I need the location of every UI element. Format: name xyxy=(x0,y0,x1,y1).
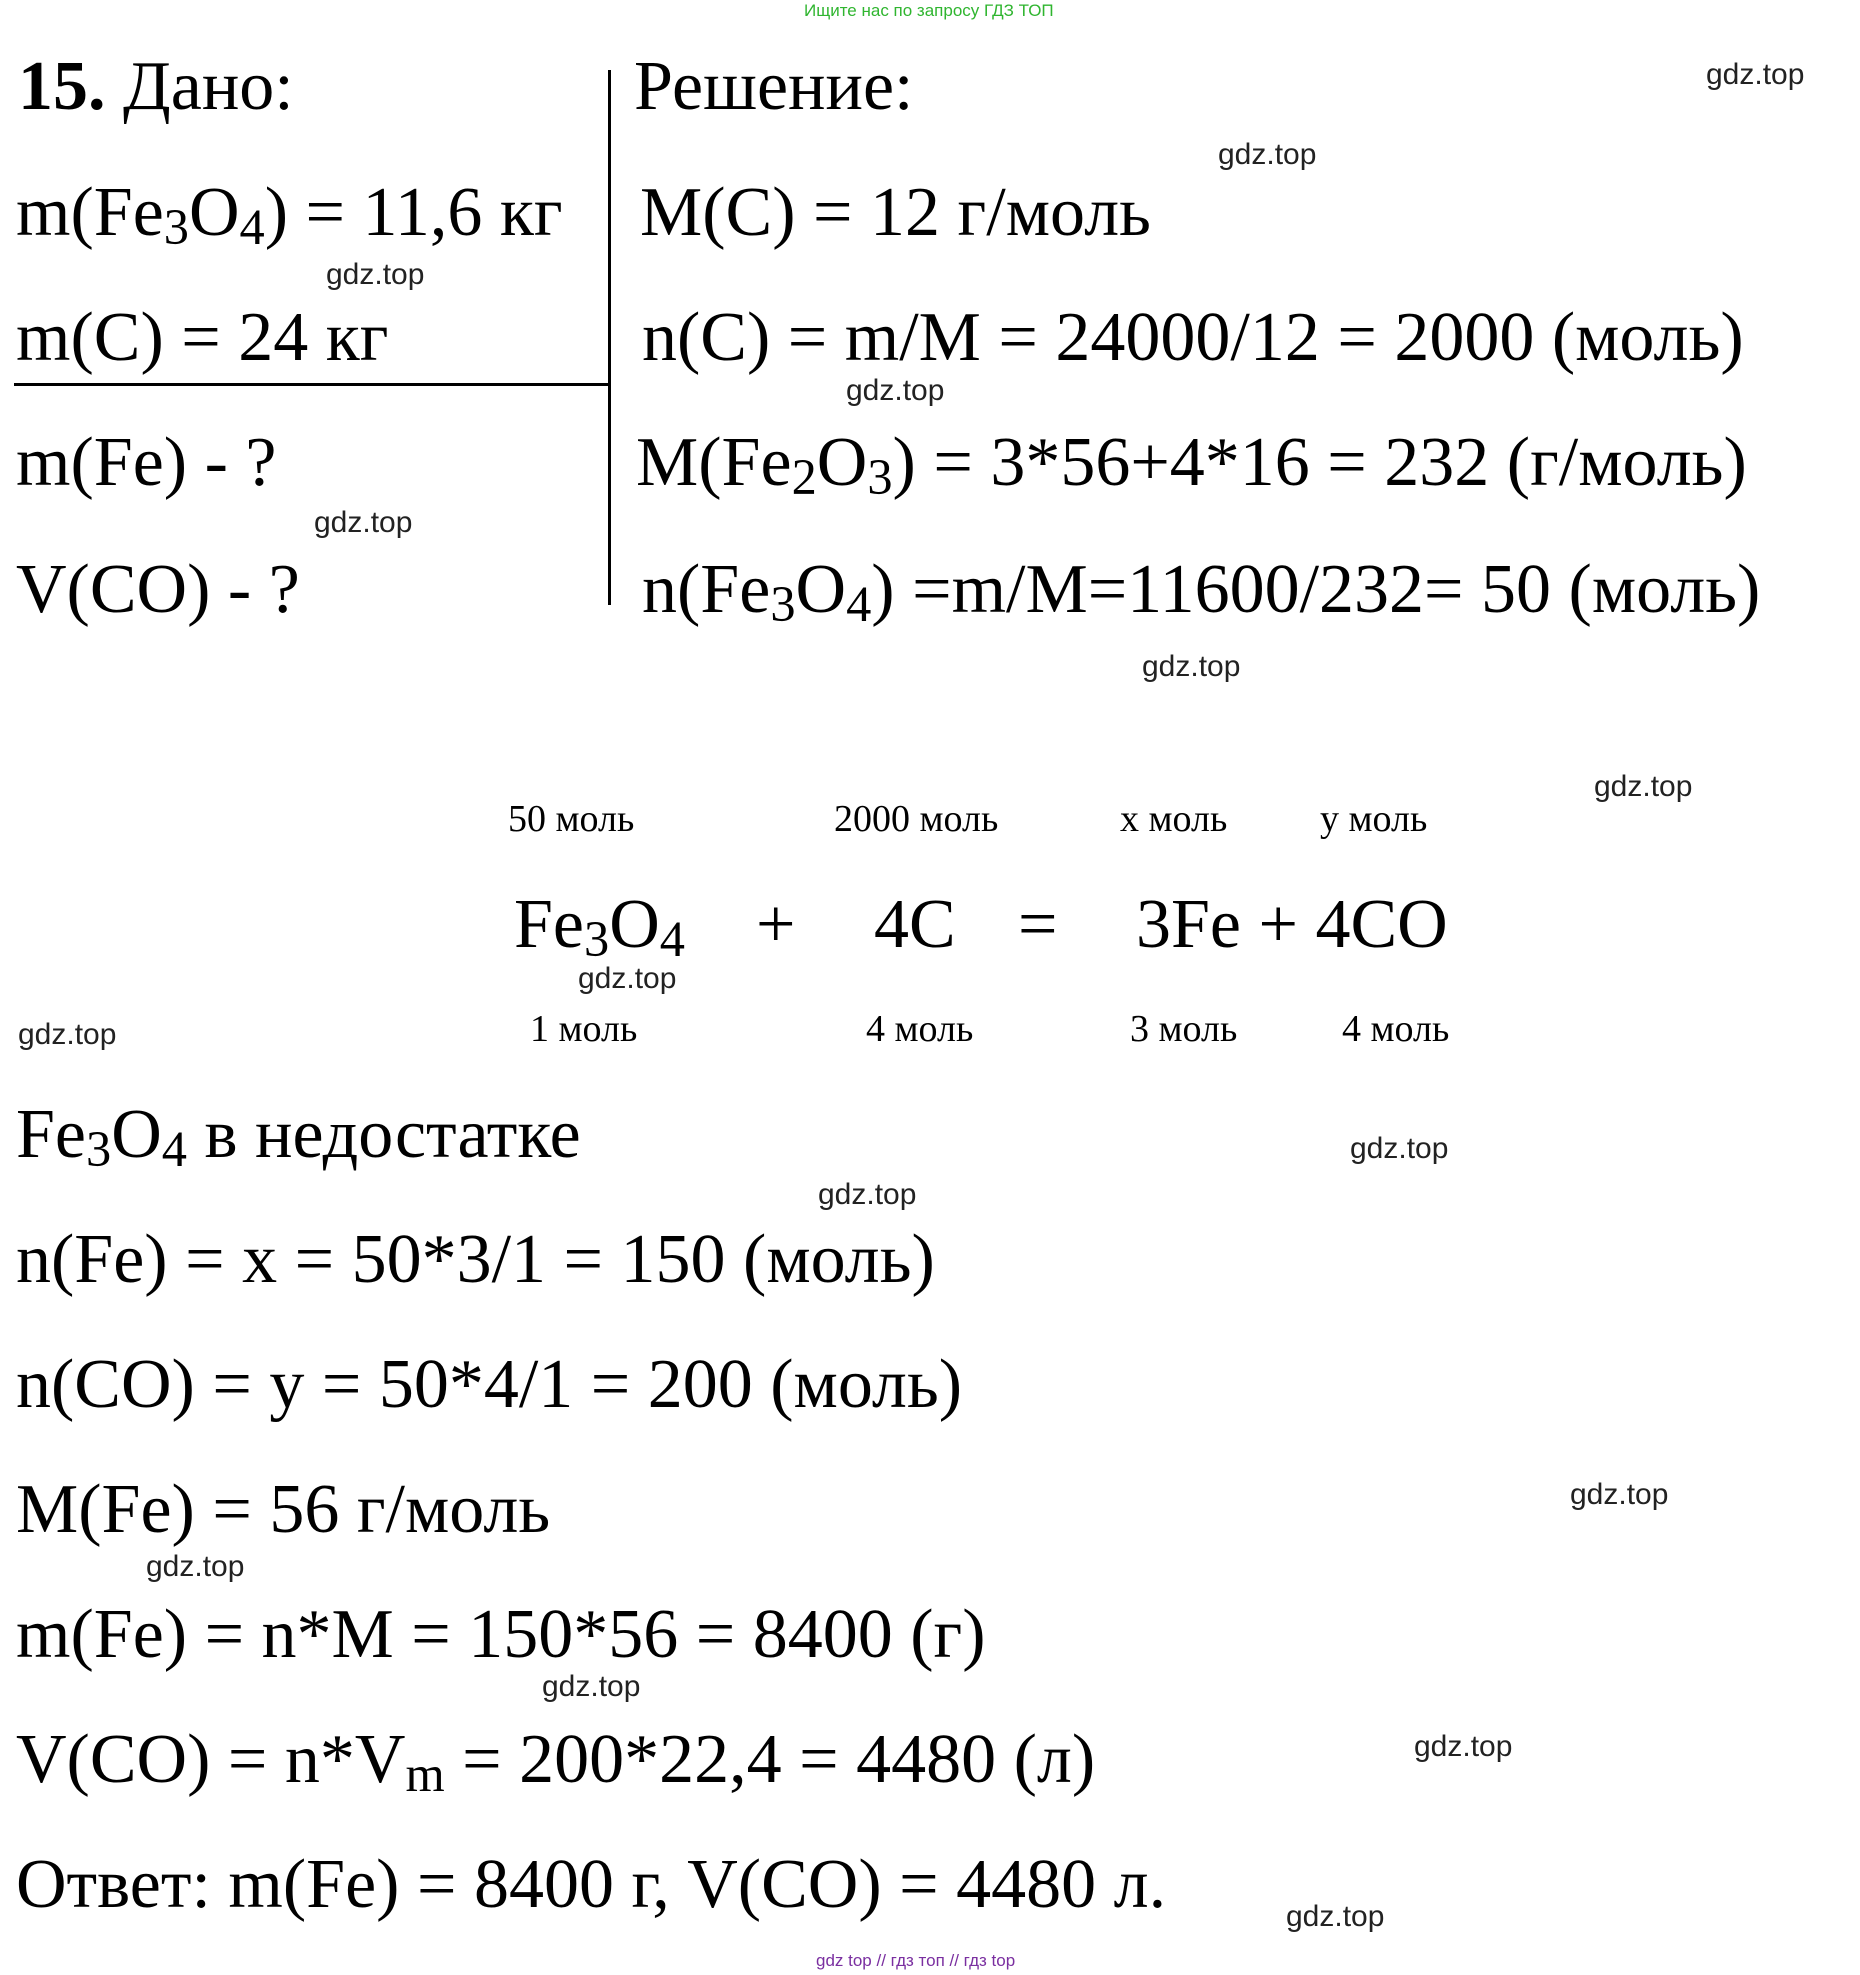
amount-fe3o4: $n(Fe_3O_4) =m/M=11600/232= 50$ (моль) xyxy=(642,551,1761,633)
watermark: gdz.top xyxy=(1594,770,1693,803)
footer-note: gdz top // гдз топ // гдз top xyxy=(816,1951,1016,1970)
watermark: gdz.top xyxy=(1218,138,1317,171)
watermark: gdz.top xyxy=(314,506,413,539)
mass-fe: m(Fe) = n*M = 150*56 = 8400 (г) xyxy=(16,1596,986,1673)
watermark: gdz.top xyxy=(1706,58,1805,91)
watermark: gdz.top xyxy=(146,1550,245,1583)
reaction-equals: = xyxy=(1018,886,1058,963)
watermark: gdz.top xyxy=(1350,1132,1449,1165)
vertical-divider xyxy=(608,70,611,605)
reaction-reactant-fe3o4: $Fe_3O_4$ xyxy=(514,886,685,968)
watermark: gdz.top xyxy=(1142,650,1241,683)
find-m-fe: m(Fe) - ? xyxy=(16,424,277,501)
solution-label: Решение: xyxy=(634,48,914,125)
answer: Ответ: m(Fe) = 8400 г, V(CO) = 4480 л. xyxy=(16,1846,1167,1923)
molar-mass-fe3o4: $M(Fe_2O_3) = 3*56+4*16 = 232$ (г/моль) xyxy=(636,424,1747,506)
molar-mass-fe: M(Fe) = 56 г/моль xyxy=(16,1471,551,1548)
reaction-reactant-c: 4C xyxy=(874,886,956,963)
reaction-above-4: y моль xyxy=(1320,798,1428,840)
watermark: gdz.top xyxy=(1414,1730,1513,1763)
given-m-fe3o4: $m(Fe_3O_4) = 11,6$ кг xyxy=(16,174,563,256)
reaction-below-4: 4 моль xyxy=(1342,1008,1450,1050)
reaction-products: 3Fe + 4CO xyxy=(1136,886,1448,963)
given-m-c: m(C) = 24 кг xyxy=(16,299,389,376)
watermark: gdz.top xyxy=(846,374,945,407)
reaction-above-1: 50 моль xyxy=(508,798,635,840)
watermark: gdz.top xyxy=(1570,1478,1669,1511)
amount-c: n(C) = m/M = 24000/12 = 2000 (моль) xyxy=(642,299,1744,376)
reaction-plus: + xyxy=(756,886,796,963)
reaction-above-3: x моль xyxy=(1120,798,1228,840)
watermark: gdz.top xyxy=(542,1670,641,1703)
molar-mass-c: M(C) = 12 г/моль xyxy=(640,174,1151,251)
horizontal-divider xyxy=(14,383,610,386)
find-v-co: V(CO) - ? xyxy=(16,551,300,628)
header-note: Ищите нас по запросу ГДЗ ТОП xyxy=(804,1,1054,20)
watermark: gdz.top xyxy=(326,258,425,291)
problem-number: 15. xyxy=(18,48,106,125)
reaction-below-1: 1 моль xyxy=(530,1008,638,1050)
given-label: Дано: xyxy=(123,48,294,125)
watermark: gdz.top xyxy=(818,1178,917,1211)
volume-co: $V(CO) = n*V_m = 200*22,4 = 4480$ (л) xyxy=(16,1721,1096,1803)
amount-co: n(CO) = y = 50*4/1 = 200 (моль) xyxy=(16,1346,963,1423)
watermark: gdz.top xyxy=(1286,1900,1385,1933)
problem-title xyxy=(18,48,294,125)
reaction-above-2: 2000 моль xyxy=(834,798,999,840)
amount-fe: n(Fe) = x = 50*3/1 = 150 (моль) xyxy=(16,1221,935,1298)
limiting-reagent: $Fe_3O_4$ в недостатке xyxy=(16,1096,581,1178)
reaction-below-2: 4 моль xyxy=(866,1008,974,1050)
watermark: gdz.top xyxy=(578,962,677,995)
reaction-below-3: 3 моль xyxy=(1130,1008,1238,1050)
watermark: gdz.top xyxy=(18,1018,117,1051)
